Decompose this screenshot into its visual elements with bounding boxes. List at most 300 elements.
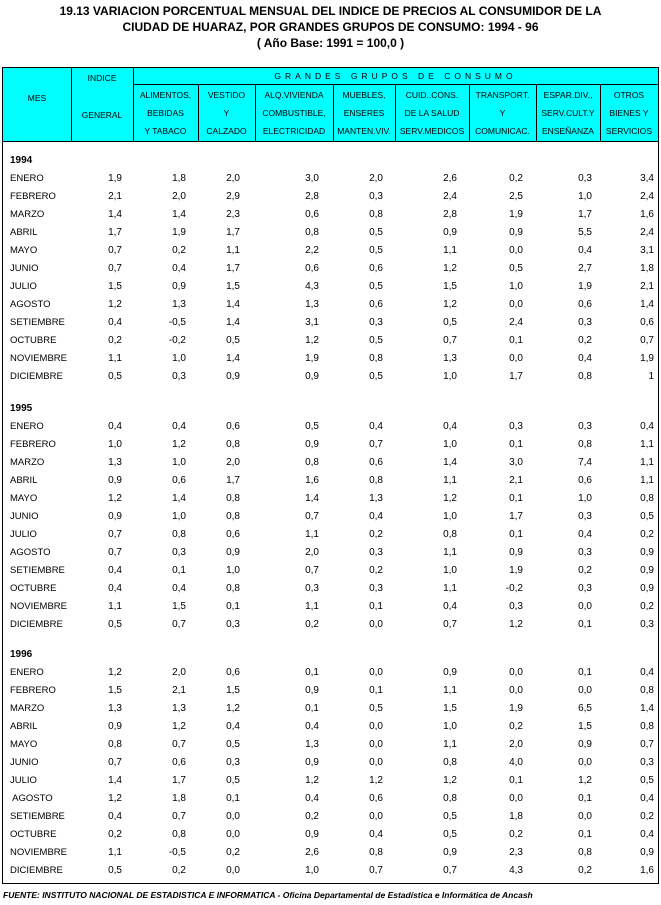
table-row [3,436,658,454]
header-grandes-grupos: GRANDES GRUPOS DE CONSUMO [274,71,517,81]
group-value-cell: 0,4 [172,583,186,594]
group-value-cell: 0,4 [305,721,319,732]
month-cell: AGOSTO [10,793,53,804]
group-value-cell: 2,8 [443,209,457,220]
group-value-cell: 1,1 [305,601,319,612]
group-value-cell: 0,3 [226,757,240,768]
group-value-cell: 0,2 [305,619,319,630]
group-value-cell: 1,5 [578,721,592,732]
group-value-cell: 1 [648,371,654,382]
table-row [3,206,658,224]
table-row [3,718,658,736]
indice-general-cell: 1,5 [108,685,122,696]
indice-general-cell: 1,1 [108,353,122,364]
group-value-cell: 0,6 [226,667,240,678]
group-value-cell: -0,2 [505,583,523,594]
table-row [3,736,658,754]
group-value-cell: 0,1 [509,335,523,346]
group-value-cell: 0,7 [369,439,383,450]
group-value-cell: 0,0 [509,667,523,678]
group-value-cell: 0,0 [509,685,523,696]
indice-general-cell: 0,9 [108,511,122,522]
group-value-cell: 1,5 [226,685,240,696]
group-value-cell: 0,5 [369,371,383,382]
month-cell: MAYO [10,739,38,750]
group-value-cell: 0,6 [369,793,383,804]
group-value-cell: 0,3 [578,173,592,184]
group-value-cell: 0,3 [509,421,523,432]
month-cell: NOVIEMBRE [10,847,68,858]
header-column-label: COMBUSTIBLE, [262,108,326,118]
group-value-cell: 0,5 [369,281,383,292]
header-column-label: ALQ.VIVIENDA [264,90,324,100]
month-cell: AGOSTO [10,299,51,310]
table-row [3,790,658,808]
group-value-cell: 2,4 [509,317,523,328]
group-value-cell: 1,7 [226,227,240,238]
month-cell: ENERO [10,173,44,184]
group-value-cell: 1,0 [443,511,457,522]
group-value-cell: 1,2 [305,335,319,346]
table-row [3,454,658,472]
group-value-cell: 0,8 [172,829,186,840]
group-value-cell: 0,8 [369,209,383,220]
group-value-cell: 0,6 [226,529,240,540]
group-value-cell: 1,2 [443,263,457,274]
indice-general-cell: 1,4 [108,775,122,786]
group-value-cell: 1,1 [443,475,457,486]
group-value-cell: 1,5 [226,281,240,292]
group-value-cell: 1,1 [226,245,240,256]
month-cell: MARZO [10,703,45,714]
group-value-cell: 2,6 [305,847,319,858]
group-value-cell: 1,1 [443,583,457,594]
table-row [3,772,658,790]
table-row [3,224,658,242]
group-value-cell: 0,3 [578,583,592,594]
header-column-label: MANTEN.VIV. [337,126,391,136]
group-value-cell: 0,4 [305,793,319,804]
month-cell: MARZO [10,457,45,468]
group-value-cell: 0,1 [369,685,383,696]
group-value-cell: 0,8 [578,847,592,858]
group-value-cell: 0,9 [172,281,186,292]
group-value-cell: 0,4 [640,667,654,678]
month-cell: MARZO [10,209,45,220]
group-value-cell: 0,8 [305,457,319,468]
group-value-cell: 0,4 [369,421,383,432]
group-value-cell: 0,7 [443,335,457,346]
group-value-cell: 0,1 [226,793,240,804]
group-value-cell: 0,0 [509,245,523,256]
group-value-cell: 2,0 [226,457,240,468]
group-value-cell: 0,1 [305,703,319,714]
group-value-cell: 1,3 [172,703,186,714]
group-value-cell: 1,6 [640,865,654,876]
year-label: 1996 [10,649,33,660]
group-value-cell: 4,0 [509,757,523,768]
header-column-label: ENSERES [343,108,385,118]
group-value-cell: 1,7 [509,511,523,522]
indice-general-cell: 1,3 [108,457,122,468]
year-label: 1994 [10,155,33,166]
group-value-cell: 1,1 [443,739,457,750]
indice-general-cell: 1,1 [108,847,122,858]
group-value-cell: 1,2 [509,619,523,630]
group-value-cell: 1,7 [509,371,523,382]
group-value-cell: 2,9 [226,191,240,202]
group-value-cell: 0,2 [640,601,654,612]
group-value-cell: 0,2 [578,865,592,876]
group-value-cell: 1,5 [443,281,457,292]
header-column-label: ESPAR.DIV., [543,90,593,100]
group-value-cell: 0,9 [305,439,319,450]
group-value-cell: 0,0 [578,757,592,768]
group-value-cell: 0,5 [640,775,654,786]
month-cell: MAYO [10,493,38,504]
group-value-cell: 1,0 [443,721,457,732]
indice-general-cell: 0,5 [108,371,122,382]
table-row [3,862,658,880]
indice-general-cell: 0,7 [108,547,122,558]
group-value-cell: 0,0 [509,299,523,310]
group-value-cell: 1,2 [443,493,457,504]
group-value-cell: 0,9 [226,371,240,382]
group-value-cell: 1,2 [172,439,186,450]
group-value-cell: 1,4 [443,457,457,468]
group-value-cell: 1,9 [578,281,592,292]
header-column-label: TRANSPORT. [475,90,530,100]
group-value-cell: 0,3 [226,619,240,630]
group-value-cell: 0,3 [509,601,523,612]
group-value-cell: 0,2 [640,811,654,822]
group-value-cell: 1,2 [578,775,592,786]
group-value-cell: 1,2 [172,721,186,732]
group-value-cell: 1,9 [172,227,186,238]
group-value-cell: 0,8 [305,227,319,238]
indice-general-cell: 0,2 [108,335,122,346]
group-value-cell: 0,5 [443,317,457,328]
table-row [3,472,658,490]
group-value-cell: 0,2 [172,245,186,256]
header-column-label: SERVICIOS [605,126,653,136]
group-value-cell: 0,5 [226,739,240,750]
table-row [3,368,658,386]
indice-general-cell: 0,5 [108,619,122,630]
group-value-cell: 0,5 [226,775,240,786]
header-column-label: BEBIDAS [147,108,184,118]
group-value-cell: 0,4 [640,829,654,840]
table-body [2,142,659,884]
group-value-cell: 0,6 [578,475,592,486]
group-value-cell: 1,1 [443,685,457,696]
group-value-cell: 0,7 [443,619,457,630]
group-value-cell: 3,0 [509,457,523,468]
group-value-cell: 0,0 [509,353,523,364]
group-value-cell: 1,1 [640,439,654,450]
group-value-cell: 0,9 [226,547,240,558]
group-value-cell: 4,3 [305,281,319,292]
group-value-cell: 0,5 [226,335,240,346]
group-value-cell: 1,0 [443,371,457,382]
indice-general-cell: 0,2 [108,829,122,840]
header-column-label: DE LA SALUD [404,108,460,118]
table-row [3,616,658,634]
group-value-cell: 0,4 [369,829,383,840]
group-value-cell: 0,8 [640,493,654,504]
group-value-cell: -0,2 [168,335,186,346]
group-value-cell: 0,5 [369,245,383,256]
group-value-cell: 1,0 [509,281,523,292]
group-value-cell: 0,0 [226,811,240,822]
group-value-cell: 1,4 [305,493,319,504]
month-cell: FEBRERO [10,191,56,202]
group-value-cell: 0,0 [369,811,383,822]
month-cell: JULIO [10,281,37,292]
group-value-cell: 0,9 [443,227,457,238]
table-row [3,844,658,862]
group-value-cell: 3,0 [305,173,319,184]
group-value-cell: 0,1 [578,829,592,840]
header-indice: INDICE [87,73,117,83]
group-value-cell: 2,3 [509,847,523,858]
table-row [3,598,658,616]
group-value-cell: 0,0 [369,739,383,750]
group-value-cell: 0,0 [578,811,592,822]
group-value-cell: 0,0 [226,829,240,840]
header-column-label: OTROS [613,90,645,100]
header-column-label: CUID..CONS. [405,90,459,100]
group-value-cell: 0,9 [640,547,654,558]
group-value-cell: 1,4 [226,299,240,310]
group-value-cell: 0,4 [226,721,240,732]
group-value-cell: 3,4 [640,173,654,184]
group-value-cell: 1,9 [509,209,523,220]
group-value-cell: 0,3 [305,583,319,594]
group-value-cell: 0,5 [640,511,654,522]
group-value-cell: 0,2 [578,335,592,346]
group-value-cell: 2,3 [226,209,240,220]
group-value-cell: 2,0 [226,173,240,184]
group-value-cell: 0,2 [369,565,383,576]
group-value-cell: 0,1 [509,775,523,786]
header-column-label: VESTIDO [207,90,246,100]
group-value-cell: 0,3 [640,619,654,630]
group-value-cell: 0,9 [443,667,457,678]
group-value-cell: 1,0 [226,565,240,576]
group-value-cell: 0,1 [578,667,592,678]
table-row [3,418,658,436]
group-value-cell: 0,1 [305,667,319,678]
group-value-cell: 0,6 [640,317,654,328]
indice-general-cell: 0,9 [108,721,122,732]
group-value-cell: 0,7 [305,511,319,522]
group-value-cell: 7,4 [578,457,592,468]
group-value-cell: 0,7 [172,619,186,630]
group-value-cell: 0,9 [305,371,319,382]
group-value-cell: 1,0 [443,439,457,450]
page-title-line-1: 19.13 VARIACION PORCENTUAL MENSUAL DEL INDICE DE PRECIOS AL CONSUMIDOR DE LA [59,4,602,18]
group-value-cell: 0,3 [578,317,592,328]
group-value-cell: 0,2 [509,721,523,732]
header-column-label: Y TABACO [144,126,187,136]
group-value-cell: 0,5 [443,811,457,822]
header-column-label: SERV.MEDICOS [399,126,465,136]
group-value-cell: 1,4 [640,299,654,310]
group-value-cell: 0,4 [640,793,654,804]
group-value-cell: 6,5 [578,703,592,714]
group-value-cell: 2,4 [640,227,654,238]
group-value-cell: 0,8 [443,793,457,804]
group-value-cell: 0,7 [640,739,654,750]
group-value-cell: 0,3 [369,583,383,594]
month-cell: MAYO [10,245,38,256]
group-value-cell: 0,5 [509,263,523,274]
group-value-cell: -0,5 [168,847,186,858]
month-cell: FEBRERO [10,439,56,450]
indice-general-cell: 1,0 [108,439,122,450]
group-value-cell: 1,4 [226,317,240,328]
group-value-cell: 0,0 [369,721,383,732]
group-value-cell: 1,3 [443,353,457,364]
group-value-cell: 0,0 [369,757,383,768]
group-value-cell: 0,5 [305,421,319,432]
group-value-cell: 2,4 [640,191,654,202]
indice-general-cell: 0,4 [108,583,122,594]
group-value-cell: 1,7 [172,775,186,786]
group-value-cell: 0,2 [172,865,186,876]
group-value-cell: 1,5 [172,601,186,612]
table-row [3,808,658,826]
month-cell: JULIO [10,775,37,786]
group-value-cell: 2,7 [578,263,592,274]
group-value-cell: 1,1 [305,529,319,540]
group-value-cell: 1,4 [172,493,186,504]
month-cell: SETIEMBRE [10,317,65,328]
group-value-cell: 0,0 [578,601,592,612]
group-value-cell: 0,6 [305,263,319,274]
group-value-cell: 1,3 [369,493,383,504]
indice-general-cell: 0,7 [108,263,122,274]
group-value-cell: 0,1 [509,529,523,540]
header-column-label: BIENES Y [609,108,649,118]
group-value-cell: 0,2 [509,173,523,184]
group-value-cell: 1,8 [172,173,186,184]
indice-general-cell: 1,2 [108,299,122,310]
group-value-cell: 0,9 [578,739,592,750]
group-value-cell: 0,7 [640,335,654,346]
table-row [3,664,658,682]
group-value-cell: 0,3 [172,547,186,558]
group-value-cell: 2,8 [305,191,319,202]
group-value-cell: 1,0 [172,353,186,364]
group-value-cell: 2,5 [509,191,523,202]
footer-source: FUENTE: INSTITUTO NACIONAL DE ESTADISTICA E INFORMATICA - Oficina Departamental de Estadística e Informática de Ancash [3,890,533,900]
month-cell: NOVIEMBRE [10,353,68,364]
group-value-cell: 0,6 [226,421,240,432]
group-value-cell: 0,2 [305,811,319,822]
group-value-cell: 1,1 [640,457,654,468]
group-value-cell: 1,4 [226,353,240,364]
table-row [3,544,658,562]
group-value-cell: 1,9 [509,565,523,576]
group-value-cell: 0,1 [578,619,592,630]
indice-general-cell: 0,7 [108,529,122,540]
indice-general-cell: 0,9 [108,475,122,486]
group-value-cell: 0,6 [369,457,383,468]
table-row [3,170,658,188]
group-value-cell: 0,1 [369,601,383,612]
group-value-cell: 0,3 [369,317,383,328]
header-column-label: MUEBLES, [342,90,386,100]
month-cell: ABRIL [10,475,38,486]
group-value-cell: 0,3 [369,547,383,558]
group-value-cell: 0,6 [369,263,383,274]
group-value-cell: 1,0 [172,457,186,468]
month-cell: OCTUBRE [10,829,57,840]
group-value-cell: 2,4 [443,191,457,202]
group-value-cell: 2,6 [443,173,457,184]
group-value-cell: 3,1 [305,317,319,328]
table-row [3,754,658,772]
group-value-cell: 0,4 [443,601,457,612]
group-value-cell: 0,0 [369,667,383,678]
header-column-label: ELECTRICIDAD [262,126,326,136]
month-cell: ABRIL [10,227,38,238]
group-value-cell: 2,0 [172,191,186,202]
table-row [3,332,658,350]
group-value-cell: 1,5 [443,703,457,714]
group-value-cell: 2,1 [509,475,523,486]
group-value-cell: 1,0 [443,565,457,576]
group-value-cell: 0,4 [578,353,592,364]
group-value-cell: 1,7 [226,475,240,486]
group-value-cell: 0,3 [578,511,592,522]
group-value-cell: 0,9 [509,227,523,238]
group-value-cell: 0,6 [172,475,186,486]
group-value-cell: -0,5 [168,317,186,328]
header-general: GENERAL [81,110,123,120]
indice-general-cell: 1,2 [108,493,122,504]
month-cell: ENERO [10,667,44,678]
indice-general-cell: 1,3 [108,703,122,714]
table-row [3,580,658,598]
indice-general-cell: 0,4 [108,421,122,432]
group-value-cell: 0,0 [509,793,523,804]
month-cell: JUNIO [10,757,39,768]
indice-general-cell: 1,9 [108,173,122,184]
group-value-cell: 0,3 [578,421,592,432]
header-column-label: Y [223,108,230,118]
group-value-cell: 0,8 [369,847,383,858]
group-value-cell: 2,2 [305,245,319,256]
table-row [3,314,658,332]
group-value-cell: 0,8 [226,583,240,594]
group-value-cell: 0,7 [369,865,383,876]
indice-general-cell: 1,4 [108,209,122,220]
header-column-label: Y [499,108,506,118]
group-value-cell: 0,9 [640,583,654,594]
table-row [3,526,658,544]
table-row [3,682,658,700]
group-value-cell: 1,0 [172,511,186,522]
group-value-cell: 1,8 [172,793,186,804]
indice-general-cell: 0,5 [108,865,122,876]
group-value-cell: 2,1 [640,281,654,292]
month-cell: OCTUBRE [10,583,57,594]
group-value-cell: 1,8 [509,811,523,822]
table-row [3,278,658,296]
